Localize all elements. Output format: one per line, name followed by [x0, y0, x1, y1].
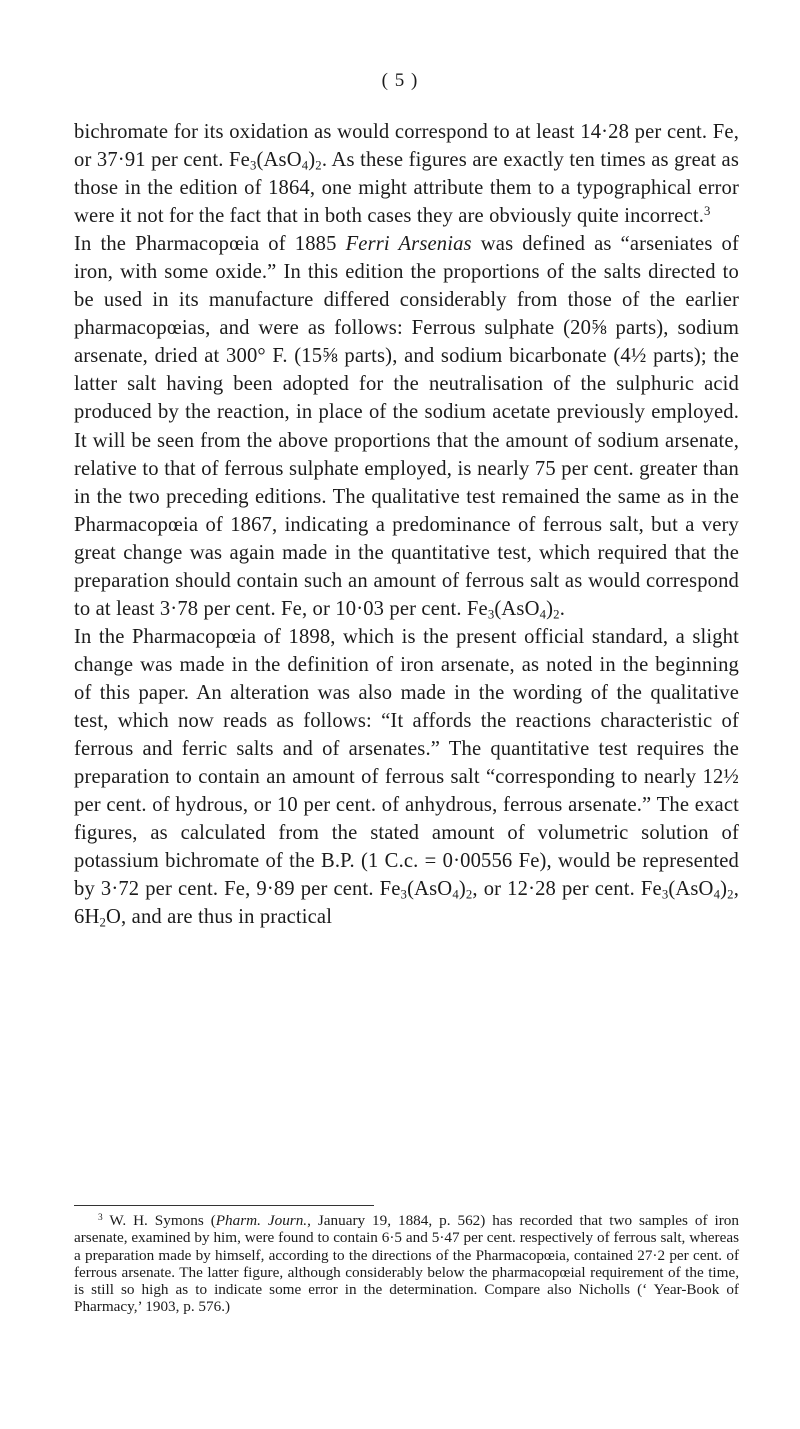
- subscript: 4: [539, 607, 547, 622]
- text-run: ): [308, 149, 316, 172]
- text-run: (AsO: [256, 149, 302, 172]
- text-run: (AsO: [494, 597, 540, 620]
- paragraph: [74, 118, 739, 230]
- main-text: [74, 118, 739, 931]
- text-run: , or 12·28 per cent. Fe: [472, 878, 662, 901]
- footnote-marker: 3: [704, 204, 711, 219]
- subscript: 3: [400, 887, 408, 902]
- subscript: 2: [553, 607, 560, 622]
- paragraph: [74, 230, 739, 623]
- text-run: , January 19, 1884, p. 562) has recorded that two samples of iron arsenate, examined by him, were found to contain 6·5 and 5·47 per cent. respectively of ferrous salt, whereas a preparation made by himself, according to the directions of the Pharmacopœia, contained 27·2 per cent. of ferrous arsenate. The latter figure, although considerably below the pharmacopœial requirement of the time, is still so high as to indicate some error in the determination. Compare also Nicholls (‘ Year-Book of Pharmacy,’ 1903, p. 576.): [74, 1212, 739, 1316]
- footnote-marker: 3: [98, 1212, 103, 1223]
- subscript: 2: [465, 887, 473, 902]
- text-run: ): [458, 878, 466, 901]
- text-run: O, and are thus in practical: [106, 906, 333, 929]
- text-run: ): [546, 597, 554, 620]
- italic-text: Pharm. Journ.: [215, 1212, 308, 1229]
- text-run: was defined as “arseniates of iron, with some oxide.” In this edition the proportions of the salts directed to be used in its manufacture differed considerably from those of the earlier pharmacopœias, and were as follows: Ferrous sulphate (20⅝ parts), sodium arsenate, dried at 300° F. (15⅝ parts), and sodium bicarbonate (4½ parts); the latter salt having been adopted for the neutralisation of the sulphuric acid produced by the reaction, in place of the sodium acetate previously employed. It will be seen from the above proportions that the amount of sodium arsenate, relative to that of ferrous sulphate employed, is nearly 75 per cent. greater than in the two preceding editions. The qualitative test remained the same as in the Pharmacopœia of 1867, indicating a predominance of ferrous salt, but a very great change was again made in the quantitative test, which required that the preparation should contain such an amount of ferrous salt as would correspond to at least 3·78 per cent. Fe, or 10·03 per cent. Fe: [74, 233, 739, 620]
- subscript: 3: [661, 887, 669, 902]
- text-run: (AsO: [668, 878, 714, 901]
- subscript: 4: [301, 158, 309, 173]
- footnote: [74, 1212, 739, 1316]
- subscript: 2: [727, 887, 734, 902]
- footnote-divider: [74, 1205, 374, 1206]
- text-run: .: [559, 597, 566, 620]
- subscript: 4: [713, 887, 721, 902]
- paragraph: [74, 623, 739, 932]
- text-run: (AsO: [407, 878, 453, 901]
- page-number: ( 5 ): [381, 70, 419, 91]
- italic-text: Ferri Arsenias: [345, 233, 472, 256]
- text-run: . As these figures are exactly ten times as great as those in the edition of 1864, one might attribute them to a typographical error were it not for the fact that in both cases they are obviously quite incorrect.: [74, 149, 740, 228]
- text-run: ): [720, 878, 728, 901]
- subscript: 3: [487, 607, 495, 622]
- subscript: 4: [452, 887, 459, 902]
- subscript: 3: [249, 158, 257, 173]
- text-run: In the Pharmacopœia of 1898, which is the present official standard, a slight change was made in the definition of iron arsenate, as noted in the beginning of this paper. An alteration was also made in the wording of the qualitative test, which now reads as follows: “It affords the reactions characteristic of ferrous and ferric salts and of arsenates.” The quantitative test requires the preparation to contain an amount of ferrous salt “corresponding to nearly 12½ per cent. of hydrous, or 10 per cent. of anhydrous, ferrous arsenate.” The exact figures, as calculated from the stated amount of volumetric solution of potassium bichromate of the B.P. (1 C.c. = 0·00556 Fe), would be represented by 3·72 per cent. Fe, 9·89 per cent. Fe: [74, 625, 739, 901]
- subscript: 2: [315, 158, 322, 173]
- footnote-text: [74, 1212, 739, 1316]
- text-run: In the Pharmacopœia of 1885: [74, 233, 346, 256]
- text-run: bichromate for its oxidation as would correspond to at least 14·28 per cent. Fe, or 37·91 per cent. Fe: [74, 121, 739, 172]
- text-run: , 6H: [74, 878, 739, 929]
- text-run: W. H. Symons (: [102, 1212, 216, 1229]
- subscript: 2: [99, 915, 107, 930]
